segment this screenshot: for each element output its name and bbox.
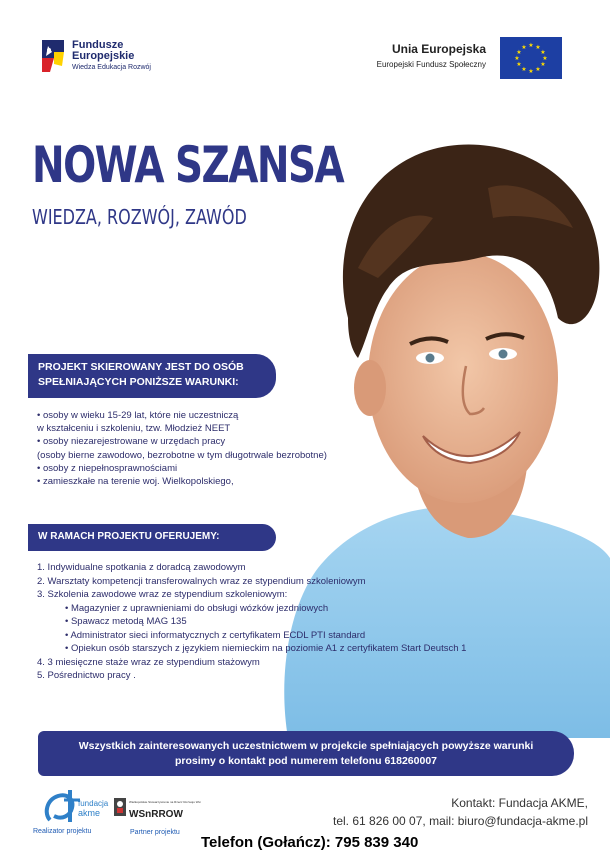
cta-line2: prosimy o kontakt pod numerem telefonu 618260007 [175, 755, 437, 767]
partner-label: Partner projektu [130, 829, 180, 836]
list-item: 3. Szkolenia zawodowe wraz ze stypendium szkoleniowym: [37, 589, 288, 600]
list-item: • osoby w wieku 15-29 lat, które nie uczestniczą [37, 410, 239, 421]
wsnrrow-small-text: Wielkopolskie Stowarzyszenie na Rzecz Rozwoju Wsi [129, 800, 201, 804]
wsnrrow-brand-text: WSnRROW [129, 809, 183, 820]
svg-text:★: ★ [516, 61, 522, 68]
svg-text:★: ★ [514, 55, 520, 62]
svg-text:★: ★ [528, 68, 534, 75]
target-group-heading-line1: PROJEKT SKIEROWANY JEST DO OSÓB [38, 361, 244, 373]
fundacja-akme-logo [40, 786, 110, 828]
eu-subtitle: Europejski Fundusz Społeczny [376, 60, 486, 69]
list-item: (osoby bierne zawodowo, bezrobotne w tym długotrwale bezrobotne) [37, 449, 327, 461]
svg-text:★: ★ [540, 49, 546, 56]
target-group-list [37, 409, 327, 488]
list-subitem: • Opiekun osób starszych z językiem niemieckim na poziomie A1 z certyfikatem Start Deutsch 1 [65, 643, 467, 654]
svg-text:★: ★ [521, 44, 527, 51]
contact-details: tel. 61 826 00 07, mail: biuro@fundacja-akme.pl [333, 814, 588, 828]
list-item: 4. 3 miesięczne staże wraz ze stypendium stażowym [37, 656, 260, 668]
fe-logo-line2: Europejskie [72, 50, 135, 62]
list-subitem: • Magazynier z uprawnieniami do obsługi wózków jezdniowych [65, 602, 329, 614]
svg-text:★: ★ [535, 66, 541, 73]
cta-line1: Wszystkich zainteresowanych uczestnictwem w projekcie spełniających powyższe warunki [78, 740, 534, 752]
akme-brand-text2: akme [78, 808, 101, 818]
offer-list [37, 561, 466, 683]
eu-logo [262, 37, 562, 79]
svg-text:★: ★ [542, 55, 548, 62]
realizator-label: Realizator projektu [33, 828, 92, 835]
svg-text:★: ★ [535, 44, 541, 51]
fundusze-europejskie-logo [40, 36, 180, 80]
svg-text:★: ★ [528, 42, 534, 49]
target-group-heading-line2: SPEŁNIAJĄCYCH PONIŻSZE WARUNKI: [38, 376, 239, 388]
subtitle: WIEDZA, ROZWÓJ, ZAWÓD [32, 205, 247, 229]
phone-number: Telefon (Gołańcz): 795 839 340 [201, 834, 419, 851]
eu-flag-icon [500, 37, 562, 79]
akme-brand-text: fundacja [78, 799, 109, 808]
svg-text:★: ★ [516, 49, 522, 56]
fe-logo-line3: Wiedza Edukacja Rozwój [72, 64, 151, 71]
fe-flag-icon [40, 36, 66, 76]
target-group-heading [28, 354, 276, 398]
offer-heading: W RAMACH PROJEKTU OFERUJEMY: [28, 524, 276, 551]
list-item: 1. Indywidualne spotkania z doradcą zawodowym [37, 562, 246, 573]
list-item: • osoby niezarejestrowane w urzędach pracy [37, 436, 226, 448]
eu-title: Unia Europejska [391, 42, 486, 56]
contact-call-to-action [38, 731, 574, 776]
list-item: 5. Pośrednictwo pracy . [37, 670, 136, 681]
list-item: 2. Warsztaty kompetencji transferowalnych wraz ze stypendium szkoleniowym [37, 575, 366, 587]
svg-text:★: ★ [540, 61, 546, 68]
list-subitem: • Administrator sieci informatycznych z certyfikatem ECDL PTI standard [65, 629, 366, 641]
fe-logo-line1: Fundusze [72, 39, 124, 51]
wsnrrow-logo [114, 796, 201, 826]
svg-text:★: ★ [521, 66, 527, 73]
list-item: • zamieszkałe na terenie woj. Wielkopolskiego, [37, 476, 234, 488]
main-title: NOWA SZANSA [32, 136, 344, 194]
list-subitem: • Spawacz metodą MAG 135 [65, 616, 187, 627]
list-item: w kształceniu i szkoleniu, tzw. Młodzież NEET [37, 423, 231, 435]
contact-organization: Kontakt: Fundacja AKME, [451, 796, 588, 810]
list-item: • osoby z niepełnosprawnościami [37, 462, 178, 474]
